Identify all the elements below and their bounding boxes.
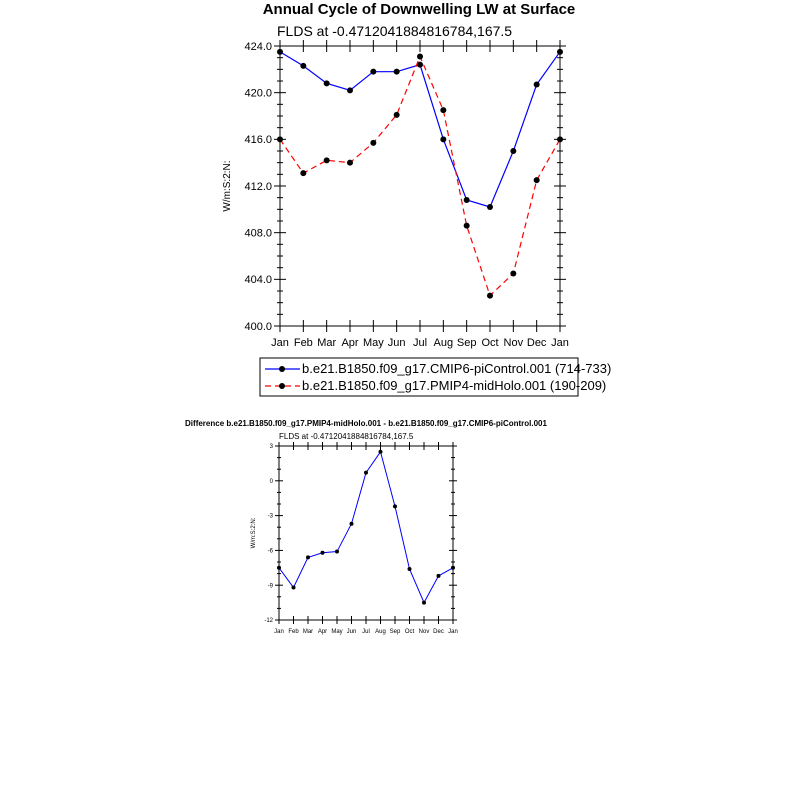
diff-chart-ytick-label: -9: [267, 583, 273, 590]
diff-chart-series-1-point: [292, 586, 296, 590]
main-chart-series-2-point: [277, 136, 283, 142]
main-chart-ytick-label: 420.0: [244, 87, 272, 100]
main-chart-title: Annual Cycle of Downwelling LW at Surface: [262, 1, 576, 18]
diff-chart-series-1-point: [408, 567, 412, 571]
main-chart-series-1-point: [464, 197, 470, 203]
main-chart-series-2-point: [417, 54, 423, 60]
main-chart-xtick-label: Jan: [271, 337, 289, 349]
diff-chart-ylabel: W/m:S:2:N:: [251, 517, 257, 549]
main-chart-series-2-point: [370, 140, 376, 146]
main-chart-subtitle: FLDS at -0.4712041884816784,167.5: [277, 23, 513, 39]
main-chart-xtick-label: Feb: [293, 337, 313, 349]
main-chart-series-2-point: [510, 271, 516, 277]
diff-chart-series-1-point: [350, 522, 354, 526]
main-chart-xtick-label: Jan: [551, 337, 569, 349]
main-chart-series-2-point: [534, 177, 540, 183]
main-chart-series-line-2: [280, 57, 560, 296]
diff-chart-series-1-point: [335, 550, 339, 554]
main-chart-series-1-point: [440, 136, 446, 142]
diff-chart-xtick-label: Dec: [433, 629, 444, 635]
main-chart-xtick-label: May: [362, 337, 384, 349]
main-chart-ylabel: W/m:S:2:N:: [222, 160, 233, 212]
diff-chart-series-1-point: [422, 601, 426, 605]
main-chart-plot-frame: [280, 46, 560, 326]
diff-chart-series-1-point: [379, 450, 383, 454]
diff-chart-xtick-label: Oct: [404, 629, 415, 635]
diff-chart-xtick-label: Feb: [288, 629, 299, 635]
diff-chart-ytick-label: 0: [269, 478, 273, 485]
diff-chart-xtick-label: Apr: [317, 629, 328, 635]
main-chart-series-2-point: [487, 293, 493, 299]
legend-label-1: b.e21.B1850.f09_g17.CMIP6-piControl.001 (714-733): [302, 361, 612, 376]
main-chart-ytick-label: 424.0: [244, 40, 272, 53]
main-chart-xtick-label: Sep: [456, 337, 477, 349]
main-chart-series-1-point: [300, 63, 306, 69]
diff-chart-subtitle: FLDS at -0.4712041884816784,167.5: [279, 432, 414, 441]
diff-chart-xtick-label: Jan: [274, 629, 284, 635]
main-chart-series-1-point: [324, 80, 330, 86]
diff-chart-title: Difference b.e21.B1850.f09_g17.PMIP4-midHolo.001 - b.e21.B1850.f09_g17.CMIP6-piControl.001: [185, 419, 547, 428]
legend-label-2: b.e21.B1850.f09_g17.PMIP4-midHolo.001 (190-209): [302, 378, 607, 393]
main-chart-ytick-label: 404.0: [244, 274, 272, 287]
diff-chart-series-1-point: [437, 574, 441, 578]
main-chart-series-1-point: [510, 148, 516, 154]
main-chart-series-line-1: [280, 52, 560, 207]
main-chart-ytick-label: 416.0: [244, 134, 272, 147]
diff-chart-xtick-label: Jun: [346, 629, 357, 635]
diff-chart-series-1-point: [393, 504, 397, 508]
diff-chart-xtick-label: Jul: [362, 629, 370, 635]
main-chart-xtick-label: Aug: [433, 337, 454, 349]
diff-chart-xtick-label: Mar: [302, 629, 314, 635]
main-chart-xtick-label: Apr: [341, 337, 359, 349]
main-chart-series-1-point: [370, 69, 376, 75]
diff-chart-series-1-point: [277, 566, 281, 570]
main-chart-ytick-label: 408.0: [244, 227, 272, 240]
main-chart-series-1-point: [347, 87, 353, 93]
main-chart-series-1-point: [534, 82, 540, 88]
legend-marker-2: [279, 383, 285, 389]
diff-chart-xtick-label: Jan: [448, 629, 458, 635]
main-chart-series-2-point: [300, 170, 306, 176]
main-chart-series-2-point: [347, 160, 353, 166]
diff-chart-series-1-point: [321, 551, 325, 555]
main-chart-series-2-point: [464, 223, 470, 229]
main-chart-series-2-point: [440, 107, 446, 113]
main-chart-xtick-label: Jul: [412, 337, 428, 349]
legend-marker-1: [279, 366, 285, 372]
main-chart-series-1-point: [557, 49, 563, 55]
main-chart-series-2-point: [394, 112, 400, 118]
main-chart-ytick-label: 412.0: [244, 180, 272, 193]
main-chart-xtick-label: Nov: [503, 337, 524, 349]
main-chart-ytick-label: 400.0: [244, 320, 272, 333]
main-chart-series-1-point: [277, 49, 283, 55]
diff-chart-series-1-point: [451, 566, 455, 570]
main-chart-xtick-label: Oct: [481, 337, 499, 349]
main-chart-series-2-point: [324, 157, 330, 163]
diff-chart-xtick-label: Sep: [389, 629, 401, 635]
diff-chart-ytick-label: -6: [267, 548, 273, 555]
main-chart-series-1-point: [487, 204, 493, 210]
main-chart-xtick-label: Jun: [387, 337, 406, 349]
main-chart-series-1-point: [394, 69, 400, 75]
diff-chart-ytick-label: -3: [267, 513, 273, 520]
diff-chart-ytick-label: -12: [264, 618, 273, 625]
main-chart-xtick-label: Dec: [526, 337, 547, 349]
diff-chart-xtick-label: May: [331, 629, 343, 635]
diff-chart-series-1-point: [364, 471, 368, 475]
diff-chart-ytick-label: 3: [269, 444, 273, 451]
main-chart-xtick-label: Mar: [317, 337, 337, 349]
main-chart-series-2-point: [557, 136, 563, 142]
diff-chart-series-1-point: [306, 555, 310, 559]
diff-chart-xtick-label: Nov: [418, 629, 430, 635]
diff-chart-xtick-label: Aug: [375, 629, 386, 635]
